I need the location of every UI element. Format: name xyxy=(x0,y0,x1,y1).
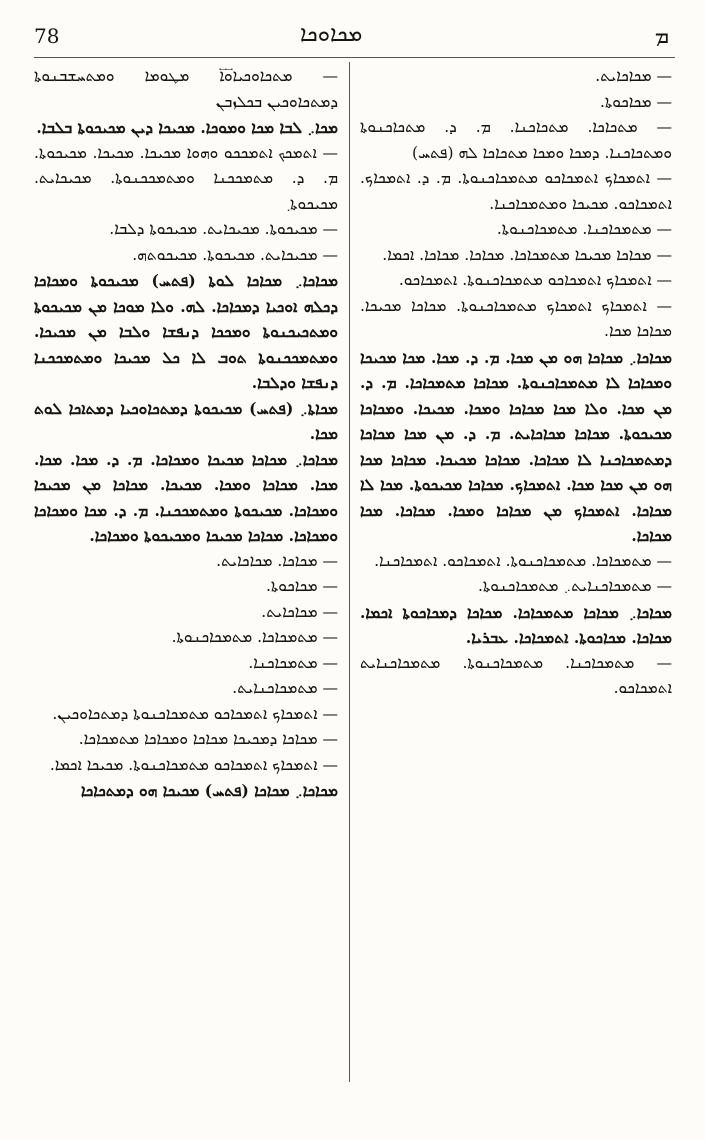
sub-entry: — ܡܬܡܟܐܟܢܐܝܬ܇ ܡܬܡܟܐܟܢܘܬܐ. xyxy=(360,574,672,600)
sub-entry: — ܡܬܡܟܐܟܢܐܝܬ. xyxy=(34,676,338,702)
column-divider xyxy=(349,62,350,1082)
sub-entry: — ܐܬܡܟܐܟ ܐܬܡܟܐܟܘ ܡܬܡܟܐܟܢܘܬܐ. ܡ. ܕ. ܐܬܡܟܐܟ. ܐܬܡܟܐܟܘ. ܡܟܝܟܐ ܘܡܬܡܟܐܟܢܐ. xyxy=(360,166,672,217)
headword-entry: ܡܟܐܟܐ܇ ܡܟܐܟܐ ܡܟܝܟܐ ܘܡܟܐܟܐ. ܡ. ܕ. ܡܟܐ. ܡܟܐ. ܡܟܐ. ܡܟܐܟܐ ܘܡܟܐ. ܡܟܝܟܐ. ܡܟܐܟܐ ܡܢ ܡܟܝܟܐ ܘܡܟܐܟܐ. ܡܟܝܟܘܬܐ ܘܡܬܡܟܟܢܐ. ܡ. ܕ. ܡܟܐ ܘܡܟܐܟܐ ܘܡܟܐܟܐ. ܡܟܐܟܐ ܡܟܝܟܐ ܘܡܟܝܟܘܬܐ ܘܡܟܐܟܐ. xyxy=(34,449,338,545)
sub-entry: — ܡܟܐܟܐ ܡܟܝܟܐ ܡܬܡܟܐܟܐ. ܡܟܐܟܐ. ܡܟܐܟܐ. ܐܟܡܐ. xyxy=(360,243,672,269)
sub-entry: — ܡܬܡܟܐܟܢܐ. xyxy=(34,651,338,677)
sub-entry: — ܐܬܡܟܐܟ ܐܬܡܟܐܟܘ ܡܬܡܟܐܟܢܘܬܐ. ܐܬܡܟܐܟܘ. xyxy=(360,268,672,294)
headword-entry: ܡܟܐܟܐ܇ ܡܟܐܟܐ (ܦܬܚ) ܡܟܝܟܐ ܗܘ ܕܡܬܟܐܟܐ xyxy=(80,781,338,800)
sub-entry: — ܡܬܡܟܐܟܐ. ܡܬܡܟܐܟܢܘܬܐ. ܐܬܡܟܐܟܘ. ܐܬܡܟܐܟܢܐ. xyxy=(360,549,672,575)
sub-entry: — ܡܬܡܟܐܟܢܐ. ܡܬܡܟܐܟܢܘܬܐ. ܡܬܡܟܐܟܢܐܝܬ ܐܬܡܟܐܟܘ. xyxy=(360,651,672,702)
running-title: ܡܟܐܘܟܐ xyxy=(300,22,363,47)
sub-entry: — ܡܬܡܟܐܟܐ. ܡܬܡܟܐܟܢܘܬܐ. xyxy=(34,625,338,651)
left-column xyxy=(34,64,338,804)
sub-entry: — ܐܬܡܟܐܟ ܐܬܡܟܐܟܘ ܡܬܡܟܐܟܢܘܬܐ ܕܡܬܟܐܘܟܝܢ. xyxy=(34,702,338,728)
sub-entry: — ܡܬܟܐܘܟܝܐ܏ܘܐ ܡܛܘܡܐ ܘܡܬܚܫܒܢܘܬܐ ܕܡܬܟܐܘܟܝܢ ܒܟܠܙܒܢ xyxy=(34,64,338,115)
header-rule xyxy=(34,57,675,58)
headword-entry: ܡܟܐܬܐ܇ (ܦܬܚ) ܡܟܝܟܘܬܐ ܕܡܬܟܐܘܟܝܐ ܕܡܬܐܟܐ ܠܘܬ ܡܟܐ. xyxy=(34,398,338,443)
sub-entry: — ܡܟܐܟܐ. ܡܟܐܟܐܝܬ. xyxy=(34,549,338,575)
sub-entry: — ܡܬܡܟܐܟܢܐ. ܡܬܡܟܐܟܢܘܬܐ. xyxy=(360,217,672,243)
sub-entry: — ܐܬܡܟܐܟ ܐܬܡܟܐܟܘ ܡܬܡܟܐܟܢܘܬܐ. ܡܟܝܟܐ ܐܟܡܐ. xyxy=(34,753,338,779)
section-letter: ܡ xyxy=(654,24,669,49)
sub-entry: — ܡܟܝܟܐܝܬ. ܡܟܝܟܘܬܐ. ܡܟܝܟܘܬܗ. xyxy=(34,243,338,269)
sub-entry: — ܐܬܡܟܐܟ ܐܬܡܟܐܟ ܡܬܡܟܐܟܢܘܬܐ. ܡܟܐܟܐ ܡܟܝܟܐ. ܡܟܐܟܐ ܡܟܐ. xyxy=(360,294,672,345)
headword-entry: ܡܟܐܟܐ܇ ܡܟܐܟܐ ܠܘܬܐ (ܦܬܚ) ܡܟܝܟܘܬܐ ܘܡܟܐܟܐ ܕܟܠܗ ܐܘܟܝܐ ܕܡܟܐܟܐ. ܠܗ. ܘܠܐ ܡܘܟܐ ܡܢ ܡܟܝܟܘܬܐ ܘܡܬܟܝܟܢܘܬܐ ܘܡܟܟܐ ܕܢܦܫܐ ܘܠܒܐ ܡܢ ܡܟܝܟܐ. ܘܡܬܡܟܟܢܘܬܐ ܬܘܒ ܠܐ ܟܠ ܡܟܝܟܐ ܘܡܬܡܟܟܢܐ ܕܢܦܫܐ ܘܕܠܒܐ. xyxy=(34,271,338,392)
sub-entry: — ܡܟܝܟܘܬܐ. ܡܟܝܟܐܝܬ. ܡܟܝܟܘܬܐ ܕܠܒܐ. xyxy=(34,217,338,243)
right-column xyxy=(360,64,672,702)
page-number: 78 xyxy=(34,24,60,48)
headword-entry: ܡܟܐܟܐ܇ ܡܟܐܟܐ ܡܬܡܟܐܟܐ. ܡܟܐܟܐ ܕܡܟܐܟܘܬܐ ܐܟܡܐ. ܡܟܐܟܐ. ܡܟܐܟܘܬܐ. ܐܬܡܟܐܟܐ. ܥܒܪܝܐ. xyxy=(360,602,672,647)
sub-entry: — ܡܟܐܟܐܝܬ. xyxy=(360,64,672,90)
sub-entry: — ܡܟܐܟܐܝܬ. xyxy=(34,600,338,626)
headword-entry: ܡܟܐܟܐ܇ ܡܟܐܟܐ ܗܘ ܡܢ ܡܟܐ. ܡ. ܕ. ܡܟܐ. ܡܟܐ ܡܟܝܟܐ ܘܡܟܐܟܐ ܠܐ ܡܬܡܟܐܟܢܘܬܐ. ܡܟܐܟܐ ܡܬܡܟܐܟܐ. ܡ. ܕ. ܡܢ ܡܟܐ. ܘܠܐ ܡܟܐ ܡܟܐܟܐ ܘܡܟܐ. ܡܟܝܟܐ. ܘܡܟܐܟܐ ܡܟܝܟܘܬܐ. ܡܟܐܟܐ ܡܟܐܟܐܝܬ. ܡ. ܕ. ܡܢ ܡܟܐ ܡܟܐܟܐ ܕܡܬܡܟܐܟܢܐ ܠܐ ܡܟܐܟܐ. ܡܟܐܟܐ ܡܟܝܟܐ. ܡܟܐܟܐ ܡܟܐ ܗܘ ܡܢ ܡܟܐ ܡܟܐ. ܐܬܡܟܐܟ. ܡܟܐܟܐ ܡܟܝܟܘܬܐ. ܡܟܐ ܠܐ ܡܟܐܟܐ. ܐܬܡܟܐܟ ܡܢ ܡܟܐܟܐ ܘܡܟܐ. ܡܟܐܟܐ. ܡܟܐ ܡܟܐܟܐ. xyxy=(360,347,672,545)
sub-entry: — ܡܟܐܟܐ ܕܡܟܝܟܐ ܡܟܐܟܐ ܘܡܟܐܟܐ ܡܬܡܟܐܟܐ. xyxy=(34,727,338,753)
sub-entry: — ܡܟܐܟܘܬܐ. xyxy=(34,574,338,600)
sub-entry: — ܐܬܡܟܟ ܐܬܡܟܟܘ ܘܗܘܐ ܡܟܝܟܐ. ܡܟܝܟܐ. ܡܟܝܟܘܬܐ. ܡ. ܕ. ܡܬܡܟܟܢܐ ܘܡܬܡܟܟܢܘܬܐ. ܡܟܝܟܐܝܬ. ܡܟܝܟܘܬܐ܂ xyxy=(34,141,338,218)
sub-entry: — ܡܬܟܐܟܐ. ܡܬܟܐܟܢܐ. ܡ. ܕ. ܡܬܟܐܟܢܘܬܐ ܘܡܬܟܐܟܢܐ. ܕܡܟܐ ܘܡܟܐ ܡܬܟܐܟܐ ܠܗ (ܦܬܚ) xyxy=(360,115,672,166)
sub-entry: — ܡܟܐܟܘܬܐ. xyxy=(360,90,672,116)
headword-entry: ܡܟܐ܇ ܠܒܐ ܡܟܐ ܘܡܘܟܐ. ܡܟܝܟܐ ܕܝܢ ܡܟܝܟܘܬܐ ܒܠܒܐ. xyxy=(36,118,338,137)
